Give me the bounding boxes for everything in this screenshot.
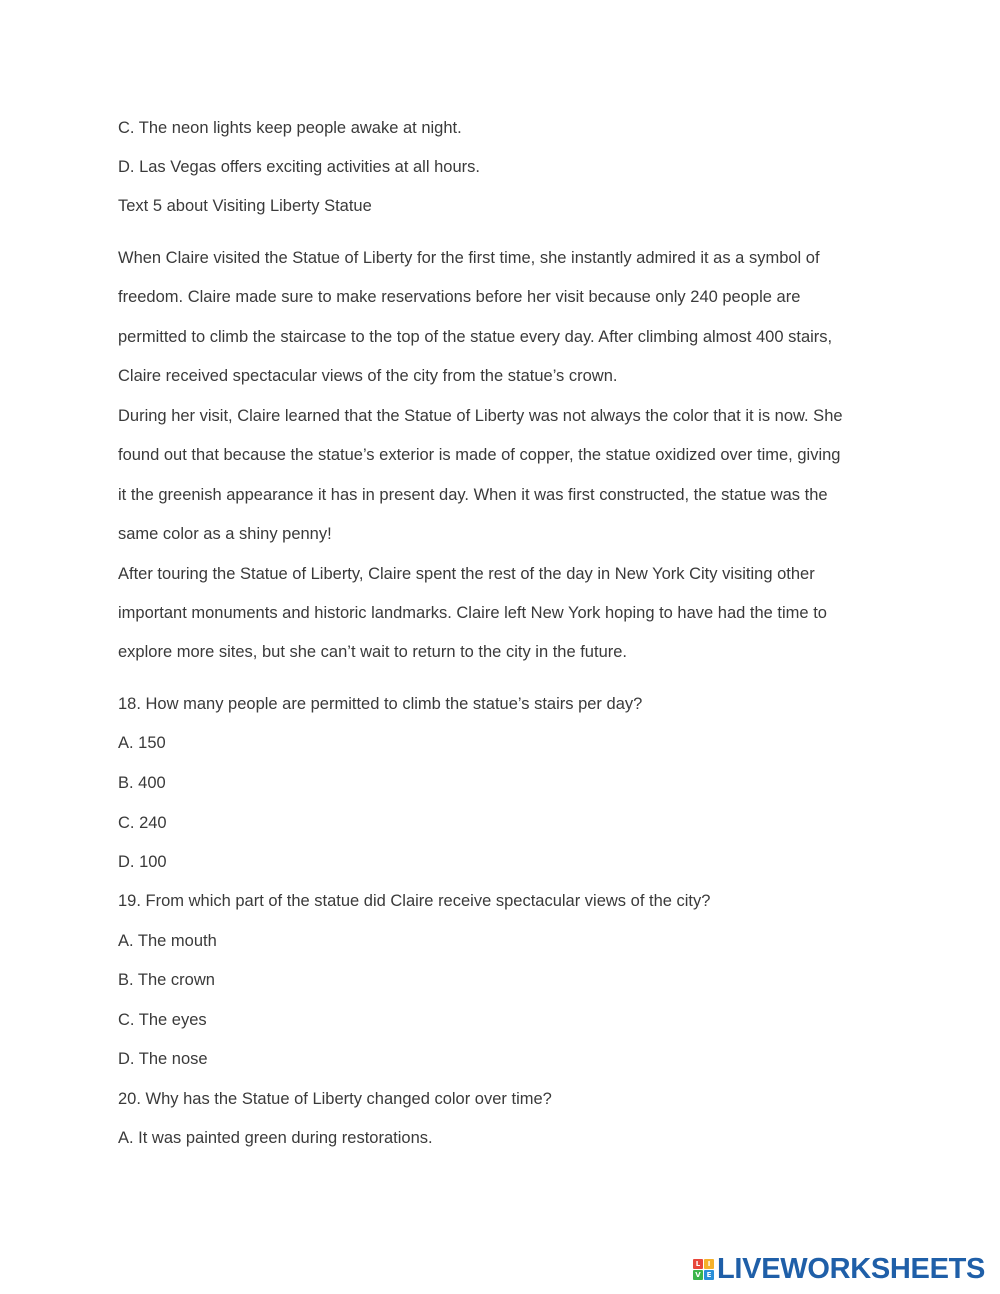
question-19: 19. From which part of the statue did Claire receive spectacular views of the city?: [118, 892, 711, 910]
q18-option-c: C. 240: [118, 814, 167, 832]
option-c-previous: C. The neon lights keep people awake at night.: [118, 119, 462, 137]
passage-line: Claire received spectacular views of the city from the statue’s crown.: [118, 367, 618, 385]
passage-line: important monuments and historic landmarks. Claire left New York hoping to have had the time to: [118, 604, 827, 622]
q19-option-a: A. The mouth: [118, 932, 217, 950]
logo-letter-v: V: [693, 1270, 703, 1280]
q20-option-a: A. It was painted green during restorations.: [118, 1129, 433, 1147]
passage-line: found out that because the statue’s exterior is made of copper, the statue oxidized over time, giving: [118, 446, 841, 464]
liveworksheets-logo[interactable]: [693, 1254, 985, 1284]
logo-letter-i: I: [704, 1259, 714, 1269]
q18-option-d: D. 100: [118, 853, 167, 871]
q18-option-b: B. 400: [118, 774, 166, 792]
logo-mark-icon: [693, 1259, 714, 1280]
passage-line: freedom. Claire made sure to make reservations before her visit because only 240 people are: [118, 288, 801, 306]
passage-line: it the greenish appearance it has in present day. When it was first constructed, the statue was the: [118, 486, 828, 504]
passage-line: same color as a shiny penny!: [118, 525, 332, 543]
passage-line: After touring the Statue of Liberty, Claire spent the rest of the day in New York City visiting other: [118, 565, 815, 583]
option-d-previous: D. Las Vegas offers exciting activities at all hours.: [118, 158, 480, 176]
q19-option-b: B. The crown: [118, 971, 215, 989]
passage-line: explore more sites, but she can’t wait to return to the city in the future.: [118, 643, 628, 661]
question-20: 20. Why has the Statue of Liberty changed color over time?: [118, 1090, 552, 1108]
question-18: 18. How many people are permitted to climb the statue’s stairs per day?: [118, 695, 643, 713]
logo-letter-e: E: [704, 1270, 714, 1280]
logo-text: LIVEWORKSHEETS: [717, 1253, 986, 1285]
logo-letter-l: L: [693, 1259, 703, 1269]
passage-line: During her visit, Claire learned that the Statue of Liberty was not always the color that it is now. She: [118, 407, 843, 425]
q19-option-d: D. The nose: [118, 1050, 208, 1068]
q19-option-c: C. The eyes: [118, 1011, 207, 1029]
passage-line: When Claire visited the Statue of Liberty for the first time, she instantly admired it as a symbol of: [118, 249, 820, 267]
passage-line: permitted to climb the staircase to the top of the statue every day. After climbing almost 400 stairs,: [118, 328, 833, 346]
q18-option-a: A. 150: [118, 734, 166, 752]
section-title: Text 5 about Visiting Liberty Statue: [118, 197, 372, 215]
